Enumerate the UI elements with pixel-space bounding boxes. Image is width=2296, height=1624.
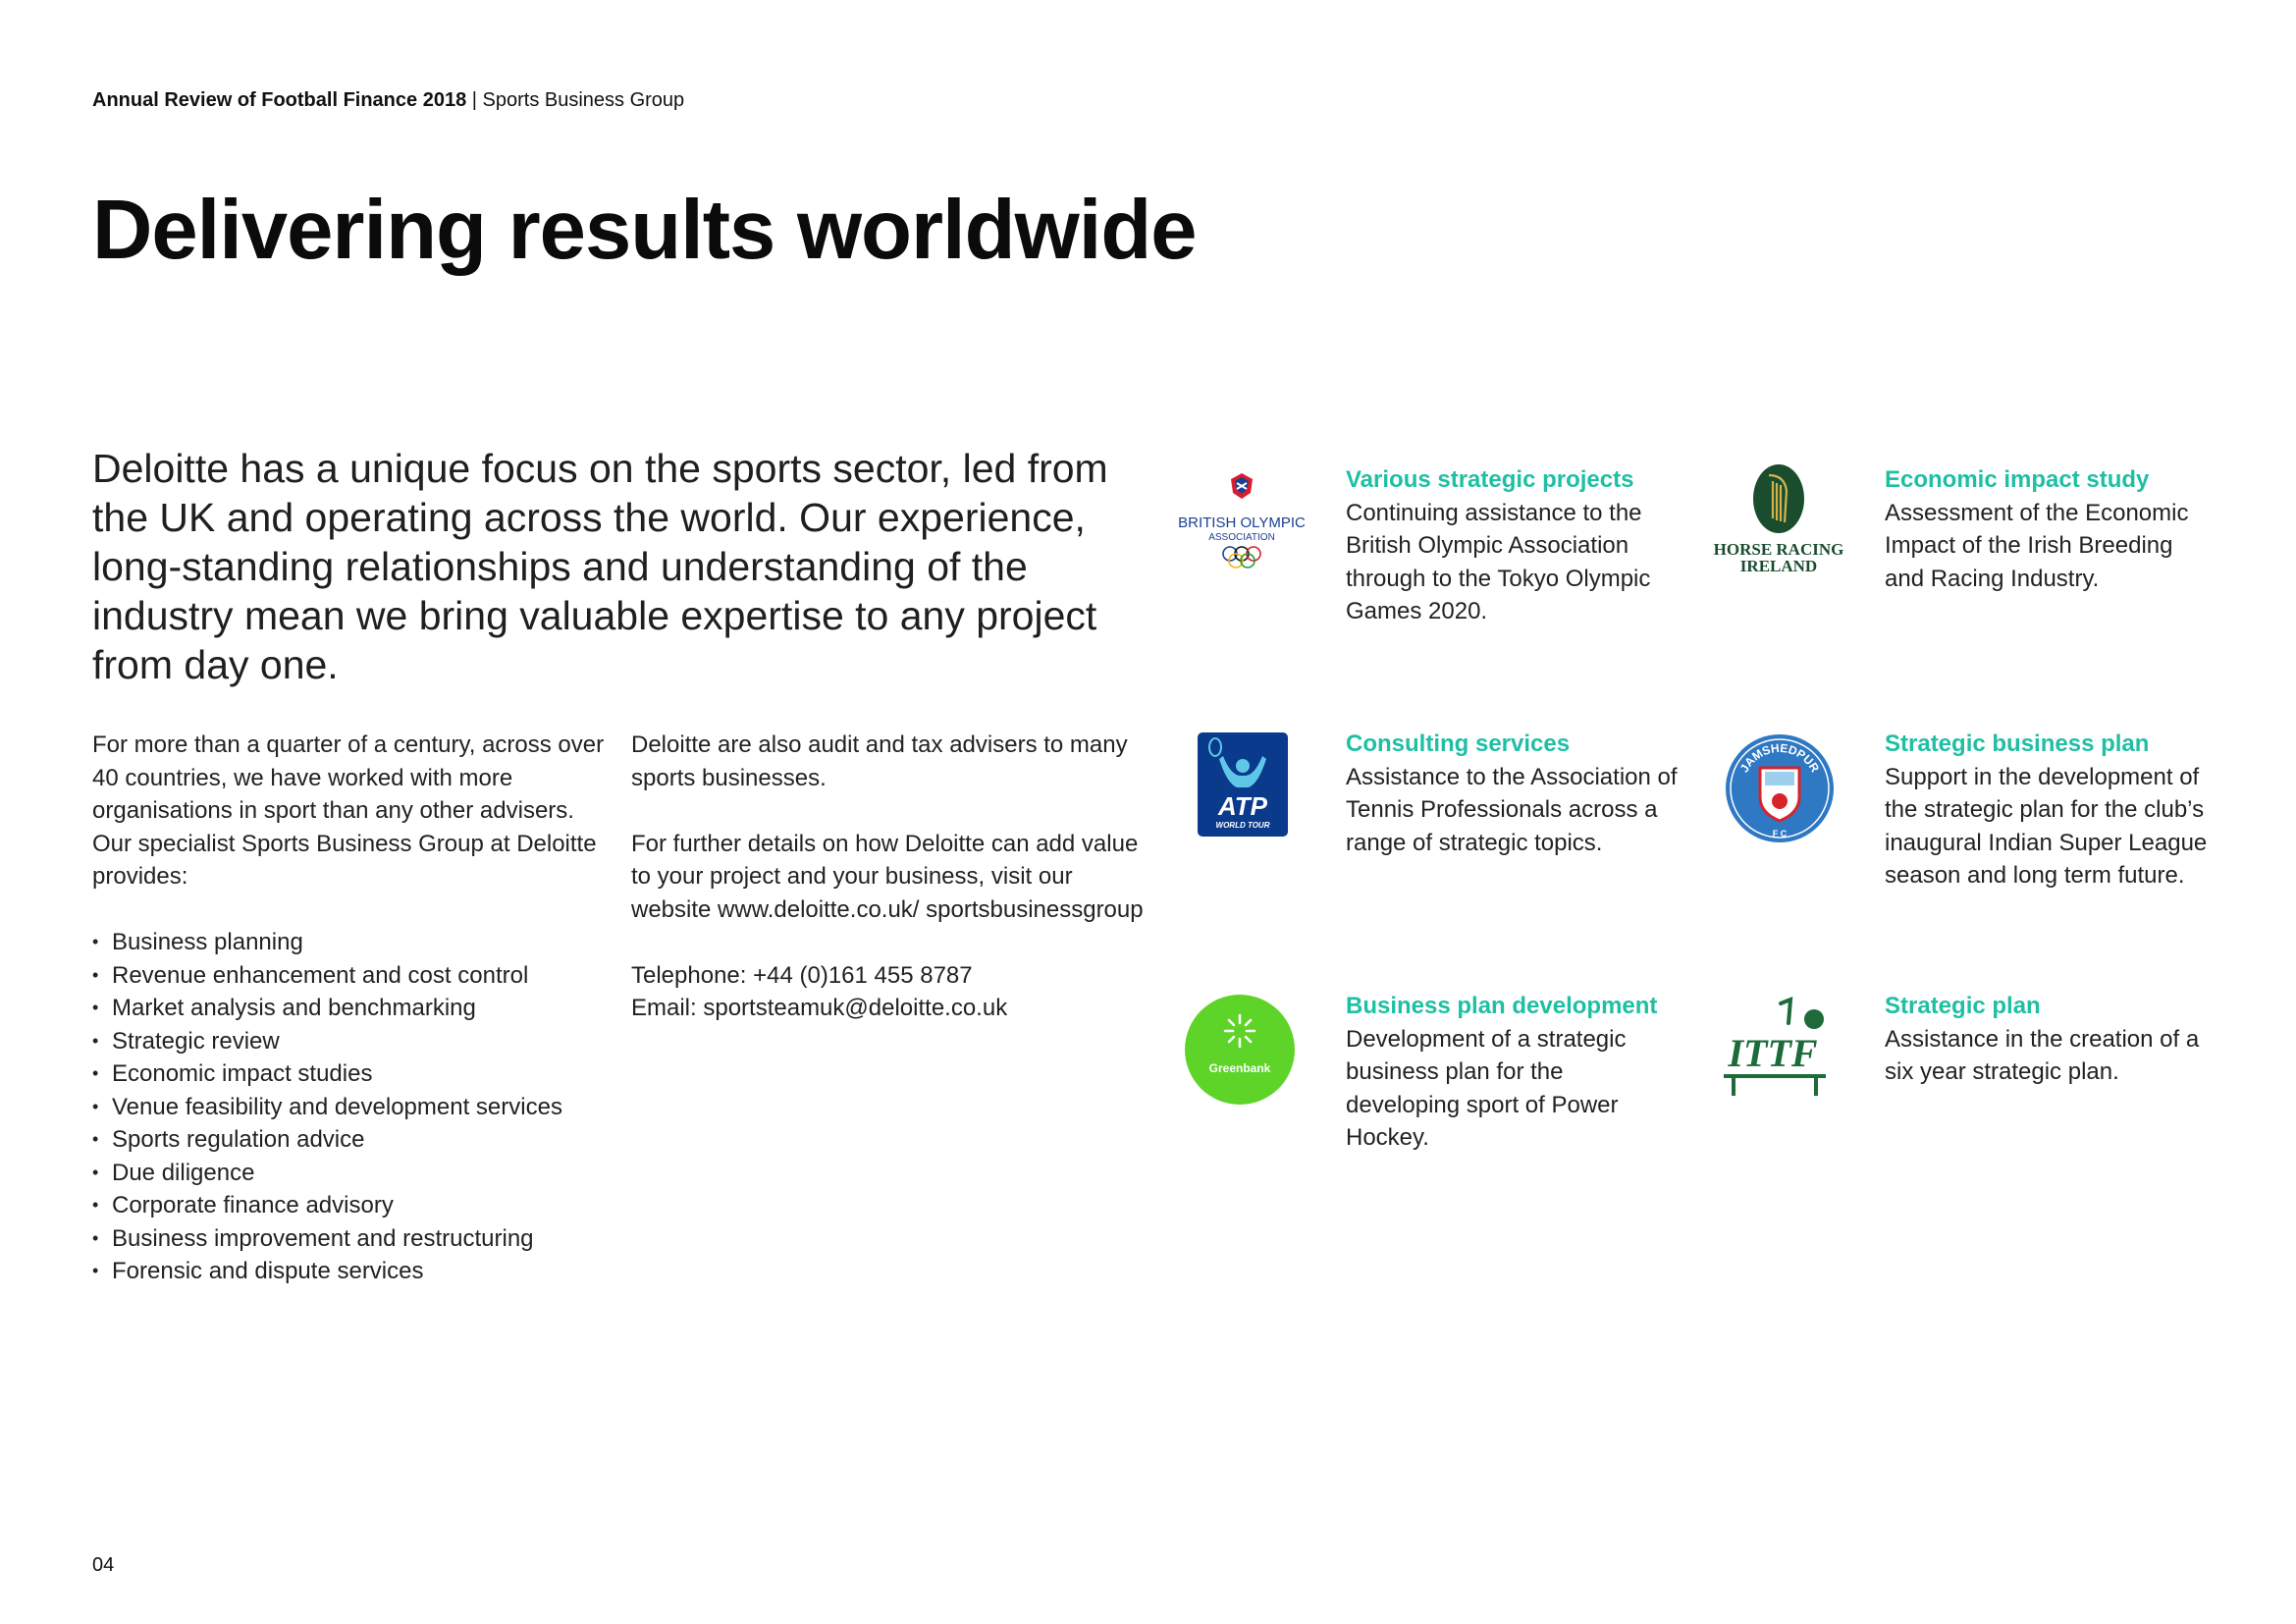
running-header [92,89,684,112]
service-item: • Due diligence [92,1157,613,1190]
intro-paragraph: For more than a quarter of a century, across over 40 countries, we have worked with more organisations in sport than any other advisers. Our specialist Sports Business Group at Deloitte provides: [92,731,605,890]
case-title: Strategic business plan [1885,731,2150,757]
logo-wordmark: ITTF [1728,1031,1818,1075]
section-name: Sports Business Group [482,89,685,111]
contact-block [631,959,1151,1025]
case-description: Assistance in the creation of a six year strategic plan. [1885,1025,2200,1085]
case-title: Various strategic projects [1346,466,1634,493]
case-title: Economic impact study [1885,466,2150,493]
service-item: • Economic impact studies [92,1057,613,1091]
case-description: Assessment of the Economic Impact of the Irish Breeding and Racing Industry. [1885,499,2189,592]
harp-emblem-icon [1753,464,1804,533]
case-description: Continuing assistance to the British Olympic Association through to the Tokyo Olympic Games 2020. [1346,499,1651,624]
services-list [92,926,613,1288]
service-item: • Venue feasibility and development services [92,1091,613,1124]
logo-wordmark: Greenbank [1208,1061,1271,1075]
logo-wordmark-line-2: IRELAND [1739,557,1818,575]
service-item: • Forensic and dispute services [92,1255,613,1288]
olympic-rings-icon [1223,547,1260,568]
advisers-paragraph: Deloitte are also audit and tax advisers to many sports businesses. [631,731,1128,791]
horse-racing-ireland-logo [1710,461,1847,579]
page-number: 04 [92,1554,115,1576]
service-item: • Sports regulation advice [92,1123,613,1157]
service-item: • Market analysis and benchmarking [92,992,613,1025]
case-description: Development of a strategic business plan for the developing sport of Power Hockey. [1346,1025,1627,1151]
website-paragraph: For further details on how Deloitte can add value to your project and your business, visit our website www.deloitte.co.uk/ sportsbusinessgroup [631,830,1144,923]
service-item: • Revenue enhancement and cost control [92,959,613,993]
case-description: Assistance to the Association of Tennis Professionals across a range of strategic topics. [1346,763,1678,856]
case-study-ittf [1885,990,2218,1089]
case-study-greenbank [1346,990,1680,1155]
case-title: Strategic plan [1885,993,2041,1019]
case-study-atp [1346,728,1680,859]
service-item: • Corporate finance advisory [92,1189,613,1222]
telephone: Telephone: +44 (0)161 455 8787 [631,961,973,989]
case-title: Consulting services [1346,731,1571,757]
logo-wordmark-line-1: ATP [1217,791,1268,821]
ittf-logo [1718,994,1836,1102]
british-olympic-association-logo [1172,469,1311,577]
logo-wordmark-line-1: JAMSHEDPUR [1736,740,1823,775]
email-link[interactable]: Email: sportsteamuk@deloitte.co.uk [631,995,1008,1021]
atp-world-tour-logo [1198,732,1288,837]
case-study-jamshedpur [1885,728,2218,893]
greenbank-logo [1184,994,1296,1106]
logo-wordmark-line-2: ASSOCIATION [1208,532,1275,543]
shield-icon [1760,768,1799,821]
header-separator: | [466,89,483,111]
logo-wordmark-line-1: HORSE RACING [1713,540,1844,559]
service-item: • Business improvement and restructuring [92,1222,613,1256]
case-study-olympic [1346,463,1680,628]
table-tennis-icon [1781,1000,1824,1029]
service-item: • Business planning [92,926,613,959]
body-column-2 [631,729,1151,1025]
jamshedpur-fc-crest [1724,732,1836,844]
publication-title: Annual Review of Football Finance 2018 [92,89,467,111]
lion-emblem-icon [1231,473,1253,499]
case-study-horse-racing [1885,463,2218,595]
case-title: Business plan development [1346,993,1658,1019]
case-description: Support in the development of the strategic plan for the club’s inaugural Indian Super League season and long term future. [1885,763,2208,889]
logo-wordmark-line-1: BRITISH OLYMPIC [1178,514,1306,531]
service-item: • Strategic review [92,1025,613,1058]
lead-paragraph: Deloitte has a unique focus on the sports sector, led from the UK and operating across the world. Our experience, long-standing relationships and understanding of the industry mean we bring valuable expertise to any project from day one. [92,446,1108,687]
body-column-1 [92,729,613,1288]
logo-wordmark-line-2: WORLD TOUR [1215,821,1270,830]
logo-wordmark-line-2: F C [1772,829,1788,839]
page-title: Delivering results worldwide [92,184,1197,277]
